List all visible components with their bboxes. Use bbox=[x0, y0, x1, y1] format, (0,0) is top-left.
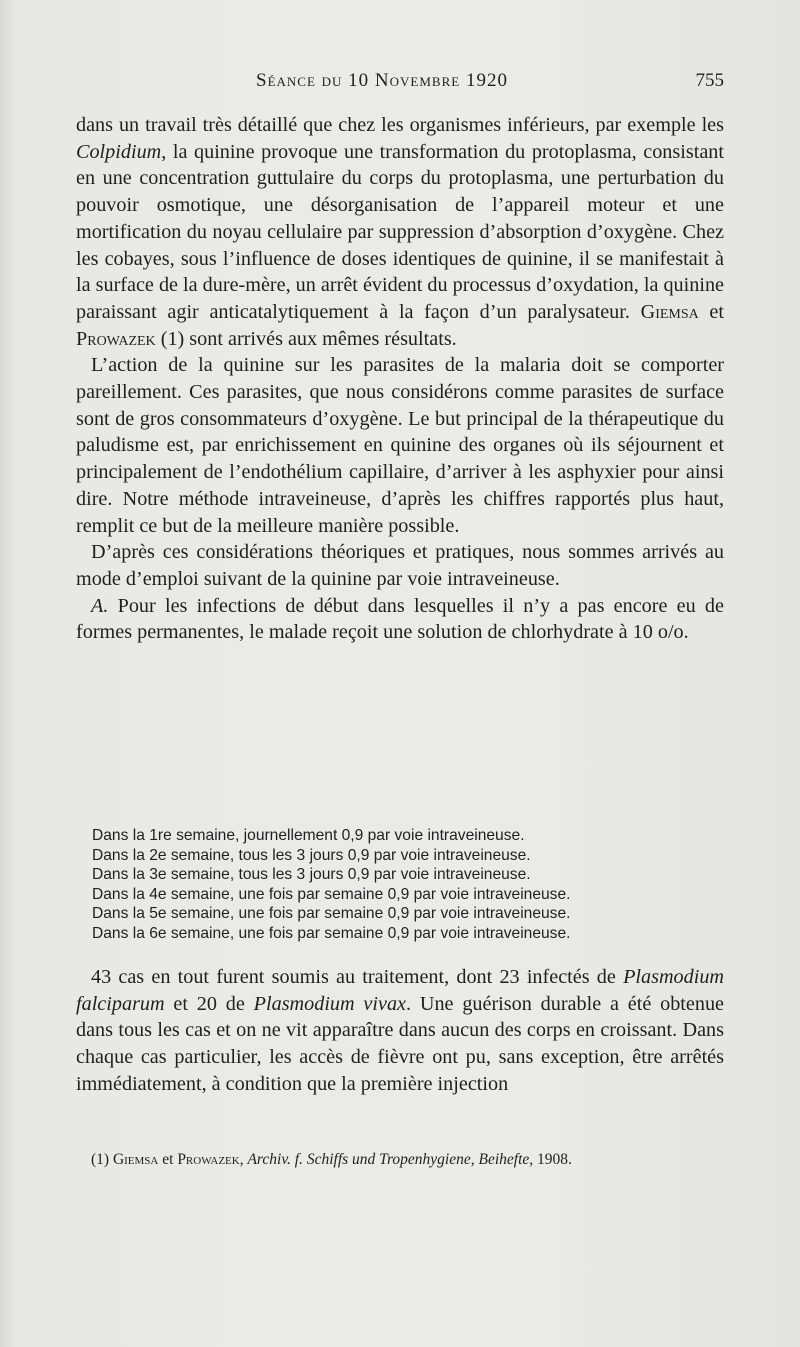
running-title: Séance du 10 Novembre 1920 bbox=[256, 70, 508, 91]
footnote-text-b: , bbox=[239, 1151, 248, 1168]
paragraph-1-italic-a: Colpidium bbox=[76, 140, 162, 163]
footnote bbox=[76, 1150, 724, 1170]
section-label: A. bbox=[91, 594, 109, 617]
paragraph-1-text-c: et bbox=[698, 300, 724, 323]
dose-line: Dans la 3e semaine, tous les 3 jours 0,9 par voie intraveineuse. bbox=[92, 866, 531, 883]
author-name-giemsa: Giemsa bbox=[640, 300, 699, 323]
species-falciparum: Plasmodium falciparum bbox=[76, 966, 724, 1015]
paragraph-1-text-d: (1) sont arrivés aux mêmes résultats. bbox=[155, 327, 457, 350]
footnote-text bbox=[76, 1150, 724, 1170]
paragraph-2: L’action de la quinine sur les parasites de la malaria doit se comporter pareillement. Ces parasites, que nous considérons comme parasites de surface sont de gros consommateurs d’oxygène. Le but principal de la thérapeutique du paludisme est, par enrichissement en quinine des organes où ils séjournent et principalement de l’endothélium capillaire, d’arriver à les asphyxier pour ainsi dire. Notre méthode intraveineuse, d’après les chiffres rapportés plus haut, remplit ce but de la meilleure manière possible. bbox=[76, 354, 724, 537]
paragraph-5 bbox=[76, 964, 724, 1098]
page-number: 755 bbox=[695, 70, 724, 91]
main-text bbox=[76, 112, 724, 646]
paragraph-1-text-b: , la quinine provoque une transformation du protoplasma, consistant en une concentration guttulaire du corps du protoplasma, une perturbation du pouvoir osmotique, une désorganisation de l’appareil moteur et une mortification du noyau cellulaire par suppression d’absorption d’oxygène. Chez les cobayes, sous l’influence de doses identiques de quinine, il se manifestait à la surface de la dure-mère, un arrêt évident du processus d’oxydation, la quinine paraissant agir anticatalytiquement à la façon d’un paralysateur. bbox=[76, 140, 725, 323]
dose-schedule bbox=[92, 826, 712, 943]
paragraph-5-text-b: et 20 de bbox=[164, 992, 254, 1015]
page-header bbox=[76, 70, 724, 100]
paragraph-4-text: Pour les infections de début dans lesquelles il n’y a pas encore eu de formes permanentes, le malade reçoit une solution de chlorhydrate à 10 o/o. bbox=[76, 594, 724, 644]
species-vivax: Plasmodium vivax bbox=[253, 992, 407, 1015]
footnote-text-c: , 1908. bbox=[529, 1151, 572, 1168]
footnote-author-giemsa: Giemsa bbox=[112, 1151, 159, 1168]
main-text-continued bbox=[76, 964, 724, 1098]
footnote-marker: (1) bbox=[91, 1151, 113, 1168]
paragraph-4 bbox=[76, 593, 724, 646]
paragraph-3: D’après ces considérations théoriques et pratiques, nous sommes arrivés au mode d’emploi suivant de la quinine par voie intraveineuse. bbox=[76, 541, 724, 590]
dose-line: Dans la 5e semaine, une fois par semaine 0,9 par voie intraveineuse. bbox=[92, 905, 571, 922]
dose-line: Dans la 1re semaine, journellement 0,9 par voie intraveineuse. bbox=[92, 827, 525, 844]
author-name-prowazek: Prowazek bbox=[76, 327, 156, 350]
paragraph-1 bbox=[76, 112, 724, 352]
dose-line: Dans la 6e semaine, une fois par semaine 0,9 par voie intraveineuse. bbox=[92, 924, 571, 942]
dose-line: Dans la 4e semaine, une fois par semaine 0,9 par voie intraveineuse. bbox=[92, 885, 571, 903]
footnote-author-prowazek: Prowazek bbox=[177, 1151, 240, 1168]
footnote-journal: Archiv. f. Schiffs und Tropenhygiene, Beihefte bbox=[247, 1151, 530, 1168]
footnote-text-a: et bbox=[158, 1151, 178, 1168]
paragraph-5-text-c: . Une guérison durable a été obtenue dans tous les cas et on ne vit apparaître dans aucun des corps en croissant. Dans chaque cas particulier, les accès de fièvre ont pu, sans exception, être arrêtés immédiatement, à condition que la première injection bbox=[76, 992, 725, 1095]
paragraph-1-text-a: dans un travail très détaillé que chez les organismes inférieurs, par exemple les bbox=[76, 114, 724, 136]
dose-line: Dans la 2e semaine, tous les 3 jours 0,9 par voie intraveineuse. bbox=[92, 846, 531, 864]
paragraph-5-text-a: 43 cas en tout furent soumis au traitement, dont 23 infectés de bbox=[91, 966, 624, 988]
